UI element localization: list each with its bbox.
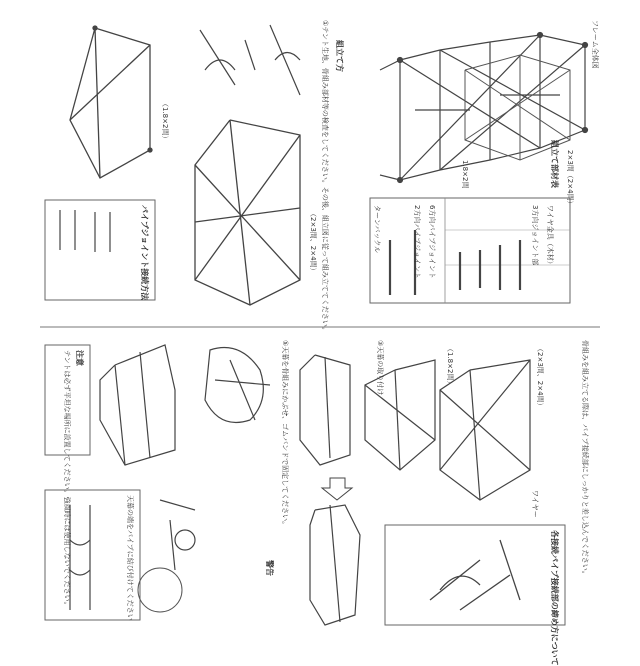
warning-label: 警告 xyxy=(265,560,274,576)
parts-title: 組立て部材表 xyxy=(550,140,559,188)
size-label-a: 1.8×2間 xyxy=(461,160,469,189)
frame-overview-title: フレーム全体図 xyxy=(591,20,599,69)
joint-box-title: パイプジョイント接続方法 xyxy=(140,205,149,301)
assembly-size-a: （1.8×2間） xyxy=(161,100,169,143)
assembly-size-b: （2×3間、2×4間） xyxy=(309,210,317,275)
attach-text: ⑤天幕を骨組みにかぶせ、ゴムバンドで固定してください。 xyxy=(281,340,289,529)
step-note: ③天幕の取り付け xyxy=(376,340,384,396)
caution-text: テントは必ず平坦な場所に設置してください。強風時には使用しないでください。 xyxy=(63,350,71,609)
bottom-intro-text: 骨組みを組み立てる際は、パイプ接続部にしっかりと差し込んでください。 xyxy=(581,340,589,578)
assembly-title: 組立て方 xyxy=(335,40,344,72)
bottom-size-b: （1.8×2間） xyxy=(446,345,454,388)
part-item-3: 6方向パイプジョイント xyxy=(428,205,436,279)
bottom-size-a: （2×3間、2×4間） xyxy=(536,345,544,410)
tie-note: 天幕の端をパイプに結び付けてください xyxy=(126,495,134,621)
part-item-4: 2方向パイプジョイント xyxy=(413,205,421,279)
part-item-5: ターンバックル xyxy=(373,205,381,254)
assembly-text: ①テント生地、骨組み部材等の検査をしてください。その後、組立図に従って組み立ててください。 xyxy=(321,20,329,334)
caution-title: 注意 xyxy=(75,350,84,366)
wire-note: ワイヤー xyxy=(531,490,539,518)
part-item-1: ワイヤ金具（木材） xyxy=(546,205,554,268)
part-item-2: 3方向ジョイント部 xyxy=(531,205,539,266)
joint-tightening-title: 各接続パイプ接続部の締め方について xyxy=(550,530,559,666)
size-label-b: 2×3間（2×4間） xyxy=(566,150,574,208)
